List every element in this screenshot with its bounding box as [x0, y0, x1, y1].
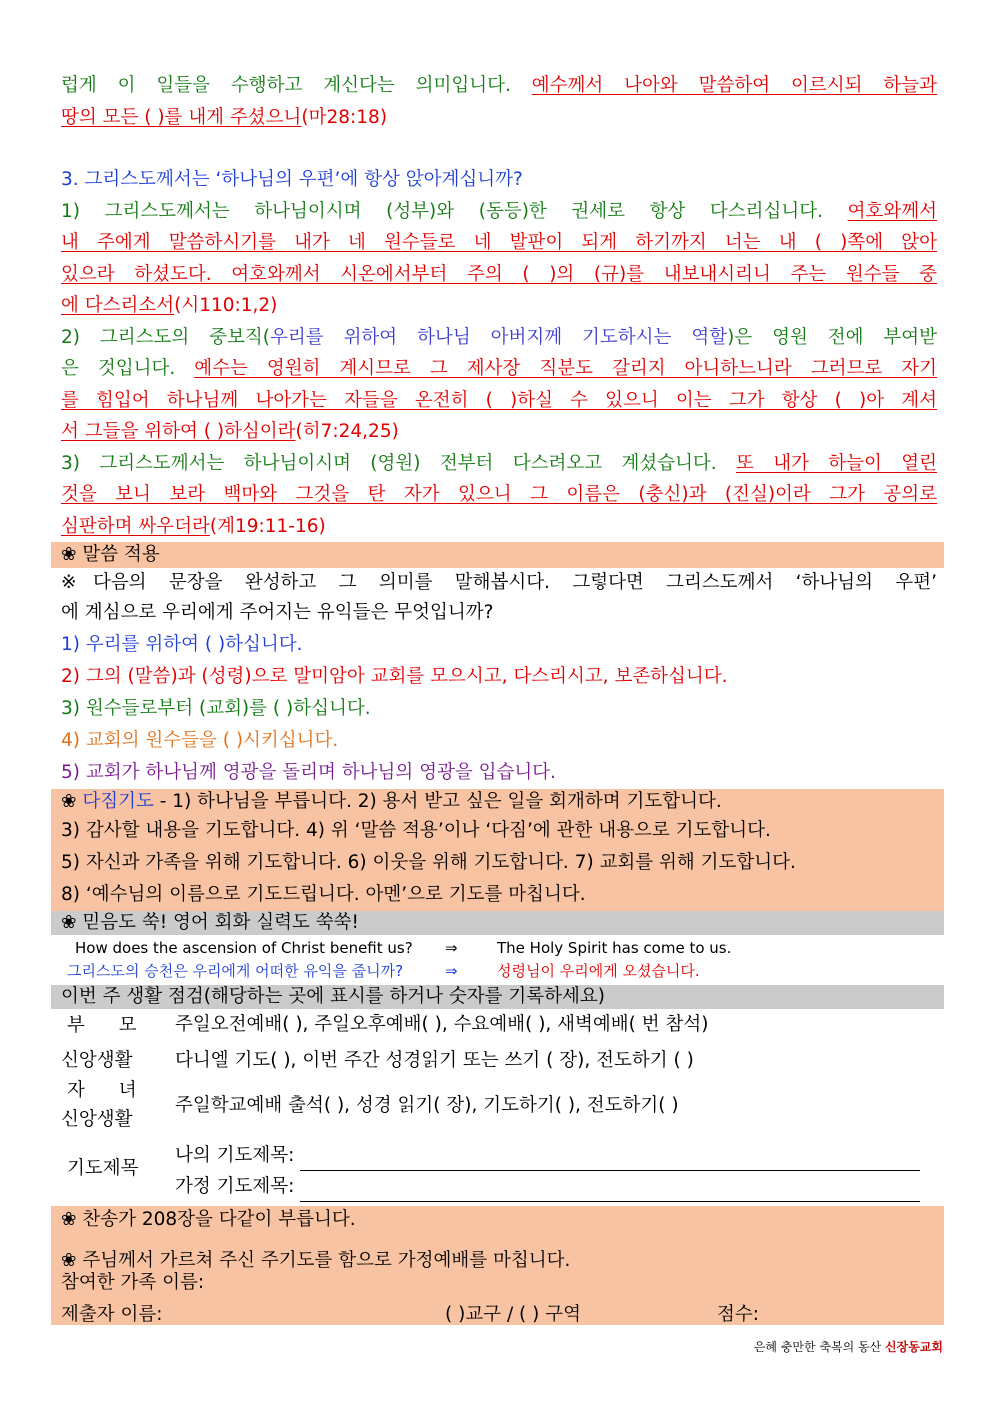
- english-header: ❀ 믿음도 쑥! 영어 회화 실력도 쑥쑥!: [61, 912, 359, 933]
- life-check-header: 이번 주 생활 점검(해당하는 곳에 표시를 하거나 숫자를 기록하세요): [61, 986, 605, 1007]
- parents-label: 부 모: [67, 1014, 151, 1036]
- point-1-line-1: [61, 196, 937, 228]
- footer: [754, 1338, 943, 1355]
- point-1-line-3: 있으라 하셨도다. 여호와께서 시온에서부터 주의 ( )의 (규)를 내보내시리니 주는 원수들 중: [61, 263, 937, 285]
- score-field[interactable]: 점수:: [717, 1304, 759, 1325]
- scripture-quote: 또 내가 하늘이 열린: [736, 452, 937, 474]
- scripture-quote: 여호와께서: [847, 200, 937, 222]
- children-label-2: 신앙생활: [61, 1109, 133, 1130]
- point-text: 1) 그리스도께서는 하나님이시며 (성부)와 (동등)한 권세로 항상 다스리십니다.: [61, 200, 848, 222]
- scripture-quote: 예수께서 나아와 말씀하여 이르시되 하늘과: [531, 75, 937, 96]
- scripture-quote: 심판하며 싸우더라: [61, 515, 210, 537]
- scripture-quote: 에 다스리소서: [61, 295, 175, 316]
- intro-line-2: [61, 102, 937, 134]
- point-text: 3) 그리스도께서는 하나님이시며 (영원) 전부터 다스려오고 계셨습니다.: [61, 452, 737, 474]
- parents-row-2[interactable]: 다니엘 기도( ), 이번 주간 성경읽기 또는 쓰기 ( 장), 전도하기 ( ): [175, 1050, 694, 1071]
- intro-line-1: [61, 70, 937, 102]
- point-2-line-4: [61, 416, 937, 448]
- life-check-header-bar: [51, 985, 944, 1009]
- point-2-line-2: [61, 353, 937, 385]
- point-1-line-4: [61, 290, 937, 322]
- prayer-title: 다짐기도: [82, 791, 154, 812]
- lords-prayer-line: ❀ 주님께서 가르쳐 주신 주기도를 함으로 가정예배를 마칩니다.: [61, 1250, 571, 1271]
- family-prayer-field[interactable]: [300, 1179, 920, 1202]
- document-page: [61, 70, 937, 1325]
- scripture-reference: (시110:1,2): [174, 295, 278, 316]
- children-label: [61, 1076, 175, 1134]
- flower-icon: ❀: [61, 791, 83, 812]
- point-1-line-2: 내 주에게 말씀하시기를 내가 네 원수들로 네 발판이 되게 하기까지 너는 내 ( )쪽에 앉아: [61, 232, 937, 253]
- life-check-table: [61, 1009, 937, 1202]
- korean-question: 그리스도의 승천은 우리에게 어떠한 유익을 줍니까?: [67, 962, 404, 980]
- application-header: ❀ 말씀 적용: [61, 544, 160, 565]
- point-2-line-3: 를 힘입어 하나님께 나아가는 자들을 온전히 ( )하실 수 있으니 이는 그가 항상 ( )아 계셔: [61, 389, 937, 411]
- section-title: 3. 그리스도께서는 ‘하나님의 우편’에 항상 앉아계십니까?: [61, 169, 523, 190]
- arrow-icon: ⇒: [445, 939, 458, 957]
- parents-label-2: 신앙생활: [61, 1050, 133, 1071]
- district-field[interactable]: ( )교구 / ( ) 구역: [445, 1304, 581, 1325]
- arrow-icon: ⇒: [445, 962, 458, 980]
- point-note: 우리를 위하여 하나님 아버지께 기도하시는 역할: [270, 326, 728, 348]
- application-intro-line-1: ※다음의 문장을 완성하고 그 의미를 말해봅시다. 그렇다면 그리스도께서 ‘하나님의 우편’: [61, 572, 937, 593]
- hymn-line: ❀ 찬송가 208장을 다같이 부릅니다.: [61, 1209, 356, 1230]
- prayer-text: - 1) 하나님을 부릅니다. 2) 용서 받고 싶은 일을 회개하며 기도합니다.: [153, 791, 722, 812]
- parents-row-1[interactable]: 주일오전예배( ), 주일오후예배( ), 수요예배( ), 새벽예배( 번 참석): [175, 1014, 709, 1035]
- korean-row: [61, 960, 937, 983]
- application-item-5: 5) 교회가 하나님께 영광을 돌리며 하나님의 영광을 입습니다.: [61, 762, 556, 783]
- point-3-line-1: [61, 448, 937, 480]
- prayer-line-3: 5) 자신과 가족을 위해 기도합니다. 6) 이웃을 위해 기도합니다. 7) 교회를 위해 기도합니다.: [61, 852, 796, 873]
- application-item-2: 2) 그의 (말씀)과 (성령)으로 말미암아 교회를 모으시고, 다스리시고, 보존하십니다.: [61, 666, 728, 687]
- english-header-bar: [51, 911, 944, 935]
- family-names-line: 참여한 가족 이름:: [61, 1272, 205, 1293]
- point-text: )은 영원 전에 부여받: [727, 326, 937, 348]
- my-prayer-label: 나의 기도제목:: [175, 1145, 295, 1166]
- scripture-reference: (마28:18): [301, 106, 388, 128]
- point-2-line-1: [61, 322, 937, 354]
- english-row: [61, 937, 937, 960]
- english-question: How does the ascension of Christ benefit us?: [75, 939, 413, 957]
- submitter-label: 제출자 이름:: [61, 1304, 163, 1325]
- application-item-3: 3) 원수들로부터 (교회)를 ( )하십니다.: [61, 698, 371, 719]
- prayer-line-1: [61, 789, 944, 815]
- prayer-topics-label: 기도제목: [67, 1157, 139, 1179]
- children-row[interactable]: 주일학교예배 출석( ), 성경 읽기( 장), 기도하기( ), 전도하기( ): [175, 1094, 679, 1116]
- family-prayer-row[interactable]: [175, 1171, 937, 1202]
- point-3-line-2: 것을 보니 보라 백마와 그것을 탄 자가 있으니 그 이름은 (충신)과 (진실)이라 그가 공의로: [61, 484, 937, 505]
- children-label-1: 자 녀: [67, 1080, 151, 1101]
- application-item-1: 1) 우리를 위하여 ( )하십니다.: [61, 634, 303, 655]
- scripture-quote: 땅의 모든 ( )를 내게 주셨으니: [61, 106, 302, 128]
- prayer-line-2: 3) 감사할 내용을 기도합니다. 4) 위 ‘말씀 적용’이나 ‘다짐’에 관한 내용으로 기도합니다.: [61, 820, 771, 841]
- my-prayer-field[interactable]: [300, 1148, 920, 1171]
- intro-text: 럽게 이 일들을 수행하고 계신다는 의미입니다.: [61, 75, 532, 96]
- prayer-line-4: 8) ‘예수님의 이름으로 기도드립니다. 아멘’으로 기도를 마칩니다.: [61, 884, 586, 905]
- submitter-line: [61, 1304, 944, 1326]
- point-3-line-3: [61, 511, 937, 543]
- scripture-reference: (계19:11-16): [209, 515, 326, 537]
- point-text: 2) 그리스도의 중보직(: [61, 326, 271, 348]
- korean-answer: 성령님이 우리에게 오셨습니다.: [497, 962, 700, 980]
- english-answer: The Holy Spirit has come to us.: [497, 939, 732, 957]
- application-item-4: 4) 교회의 원수들을 ( )시키십니다.: [61, 730, 339, 751]
- my-prayer-row[interactable]: [175, 1134, 937, 1171]
- scripture-quote: 서 그들을 위하여 ( )하심이라: [61, 421, 296, 442]
- footer-text: 은혜 충만한 축복의 동산: [753, 1340, 886, 1354]
- scripture-reference: (히7:24,25): [295, 421, 399, 442]
- point-text: 은 것입니다.: [61, 358, 195, 379]
- family-prayer-label: 가정 기도제목:: [175, 1176, 295, 1197]
- scripture-quote: 예수는 영원히 계시므로 그 제사장 직분도 갈리지 아니하느니라 그러므로 자기: [194, 358, 937, 379]
- application-header-bar: [51, 542, 944, 568]
- prayer-section: [51, 789, 944, 911]
- closing-section: [51, 1206, 944, 1325]
- church-name: 신장동교회: [885, 1340, 943, 1354]
- application-intro-line-2: 에 계심으로 우리에게 주어지는 유익들은 무엇입니까?: [61, 602, 494, 623]
